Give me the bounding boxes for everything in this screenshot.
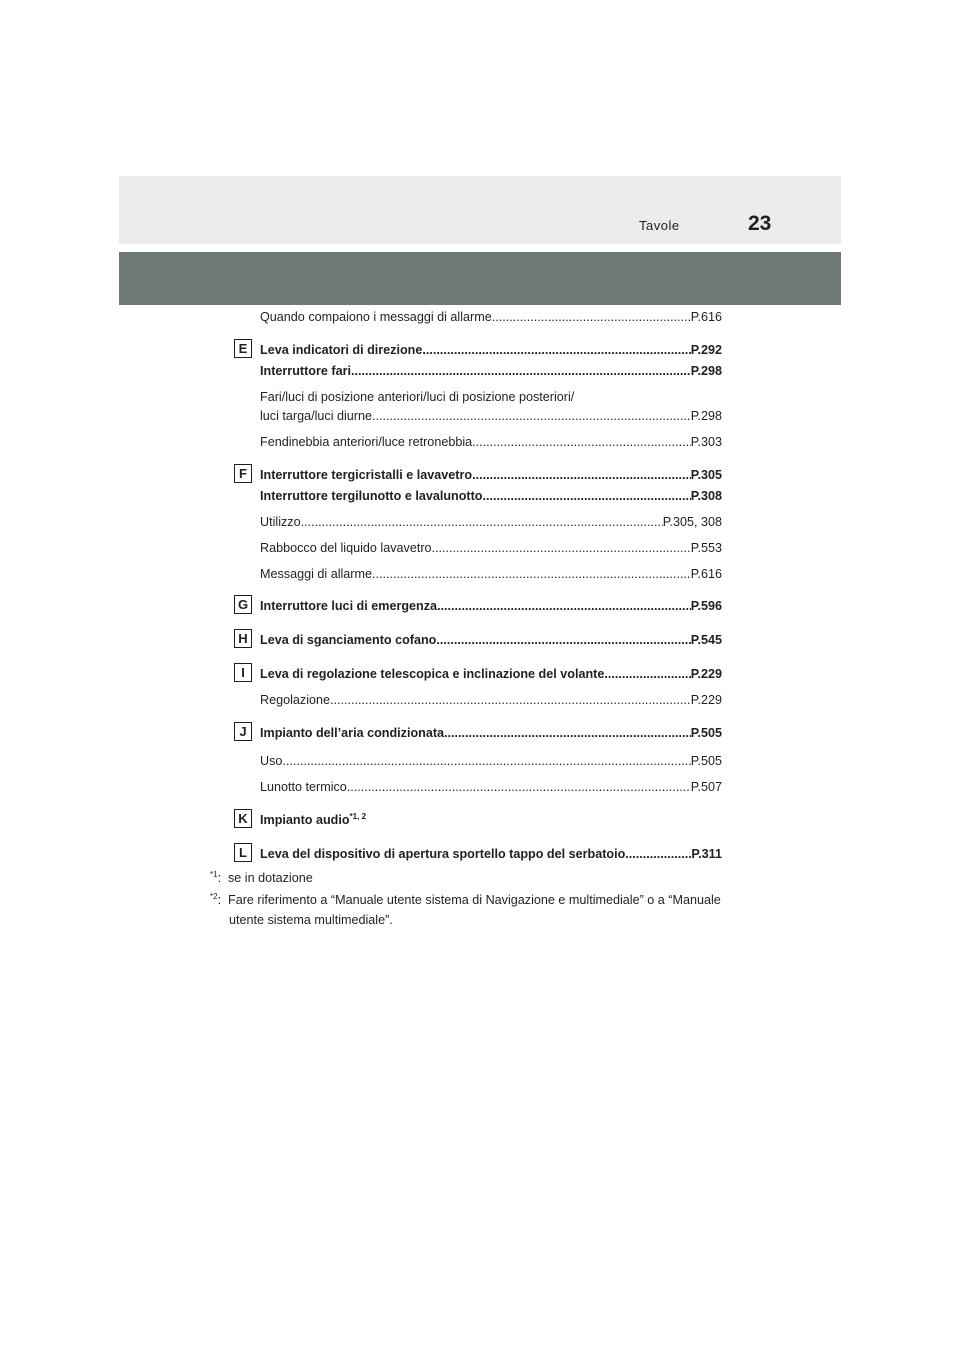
toc-entry-hood-release[interactable]: Leva di sganciamento cofano ..... P.545: [260, 633, 722, 648]
section-banner: [119, 252, 841, 305]
dot-leader: [351, 364, 691, 379]
letter-marker-h: H: [234, 629, 252, 648]
dot-leader: [347, 780, 691, 795]
toc-entry-wiper-switch[interactable]: Interruttore tergicristalli e lavavetro ..... P.305: [260, 468, 722, 483]
toc-entry-turn-signal-lever[interactable]: Leva indicatori di direzione ..... P.292: [260, 343, 722, 358]
toc-entry-fuel-door-lever[interactable]: Leva del dispositivo di apertura sportello tappo del serbatoio ..... P.311: [260, 847, 722, 862]
dot-leader: [472, 435, 691, 450]
dot-leader: [444, 726, 691, 741]
dot-leader: [604, 667, 690, 682]
dot-leader: [625, 847, 691, 862]
dot-leader: [437, 599, 691, 614]
toc-entry-audio-system[interactable]: Impianto audio$^{*1, 2}$: [260, 811, 367, 827]
toc-entry-usage[interactable]: Utilizzo ..... P.305, 308: [260, 515, 722, 530]
dot-leader: [483, 489, 691, 504]
letter-marker-l: L: [234, 843, 252, 862]
toc-entry-plate-daytime-lights[interactable]: luci targa/luci diurne ..... P.298: [260, 409, 722, 424]
toc-entry-headlight-switch[interactable]: Interruttore fari ..... P.298: [260, 364, 722, 379]
letter-marker-e: E: [234, 339, 252, 358]
dot-leader: [330, 693, 691, 708]
footnote-2: $^{*2}$: Fare riferimento a “Manuale utente sistema di Navigazione e multimediale” o a “Manuale: [210, 891, 721, 907]
toc-entry-rear-wiper-switch[interactable]: Interruttore tergilunotto e lavalunotto ..... P.308: [260, 489, 722, 504]
dot-leader: [492, 310, 691, 325]
dot-leader: [436, 633, 690, 648]
dot-leader: [472, 468, 691, 483]
toc-entry-washer-fluid[interactable]: Rabbocco del liquido lavavetro ..... P.553: [260, 541, 722, 556]
dot-leader: [372, 409, 691, 424]
letter-marker-f: F: [234, 464, 252, 483]
letter-marker-g: G: [234, 595, 252, 614]
toc-entry-steering-adjust-lever[interactable]: Leva di regolazione telescopica e inclinazione del volante ..... P.229: [260, 667, 722, 682]
dot-leader: [282, 754, 690, 769]
letter-marker-k: K: [234, 809, 252, 828]
toc-entry-lights-line1: Fari/luci di posizione anteriori/luci di posizione posteriori/: [260, 390, 575, 404]
dot-leader: [432, 541, 691, 556]
toc-entry-warning-messages[interactable]: Quando compaiono i messaggi di allarme ..... P.616: [260, 310, 722, 325]
toc-entry-air-conditioning[interactable]: Impianto dell’aria condizionata ..... P.505: [260, 726, 722, 741]
toc-entry-alarm-messages[interactable]: Messaggi di allarme ..... P.616: [260, 567, 722, 582]
toc-entry-fog-lights[interactable]: Fendinebbia anteriori/luce retronebbia ..... P.303: [260, 435, 722, 450]
toc-entry-rear-defogger[interactable]: Lunotto termico ..... P.507: [260, 780, 722, 795]
toc-entry-use[interactable]: Uso ..... P.505: [260, 754, 722, 769]
dot-leader: [422, 343, 690, 358]
footnote-1: $^{*1}$: se in dotazione: [210, 869, 313, 885]
footnote-ref: *1, 2: [349, 811, 367, 821]
footnote-2-continuation: utente sistema multimediale”.: [229, 913, 393, 927]
header-band: [119, 176, 841, 244]
page-number: 23: [748, 212, 772, 235]
dot-leader: [301, 515, 663, 530]
section-title: Tavole: [639, 218, 680, 233]
letter-marker-i: I: [234, 663, 252, 682]
dot-leader: [372, 567, 691, 582]
letter-marker-j: J: [234, 722, 252, 741]
toc-entry-hazard-switch[interactable]: Interruttore luci di emergenza ..... P.596: [260, 599, 722, 614]
toc-entry-adjustment[interactable]: Regolazione ..... P.229: [260, 693, 722, 708]
